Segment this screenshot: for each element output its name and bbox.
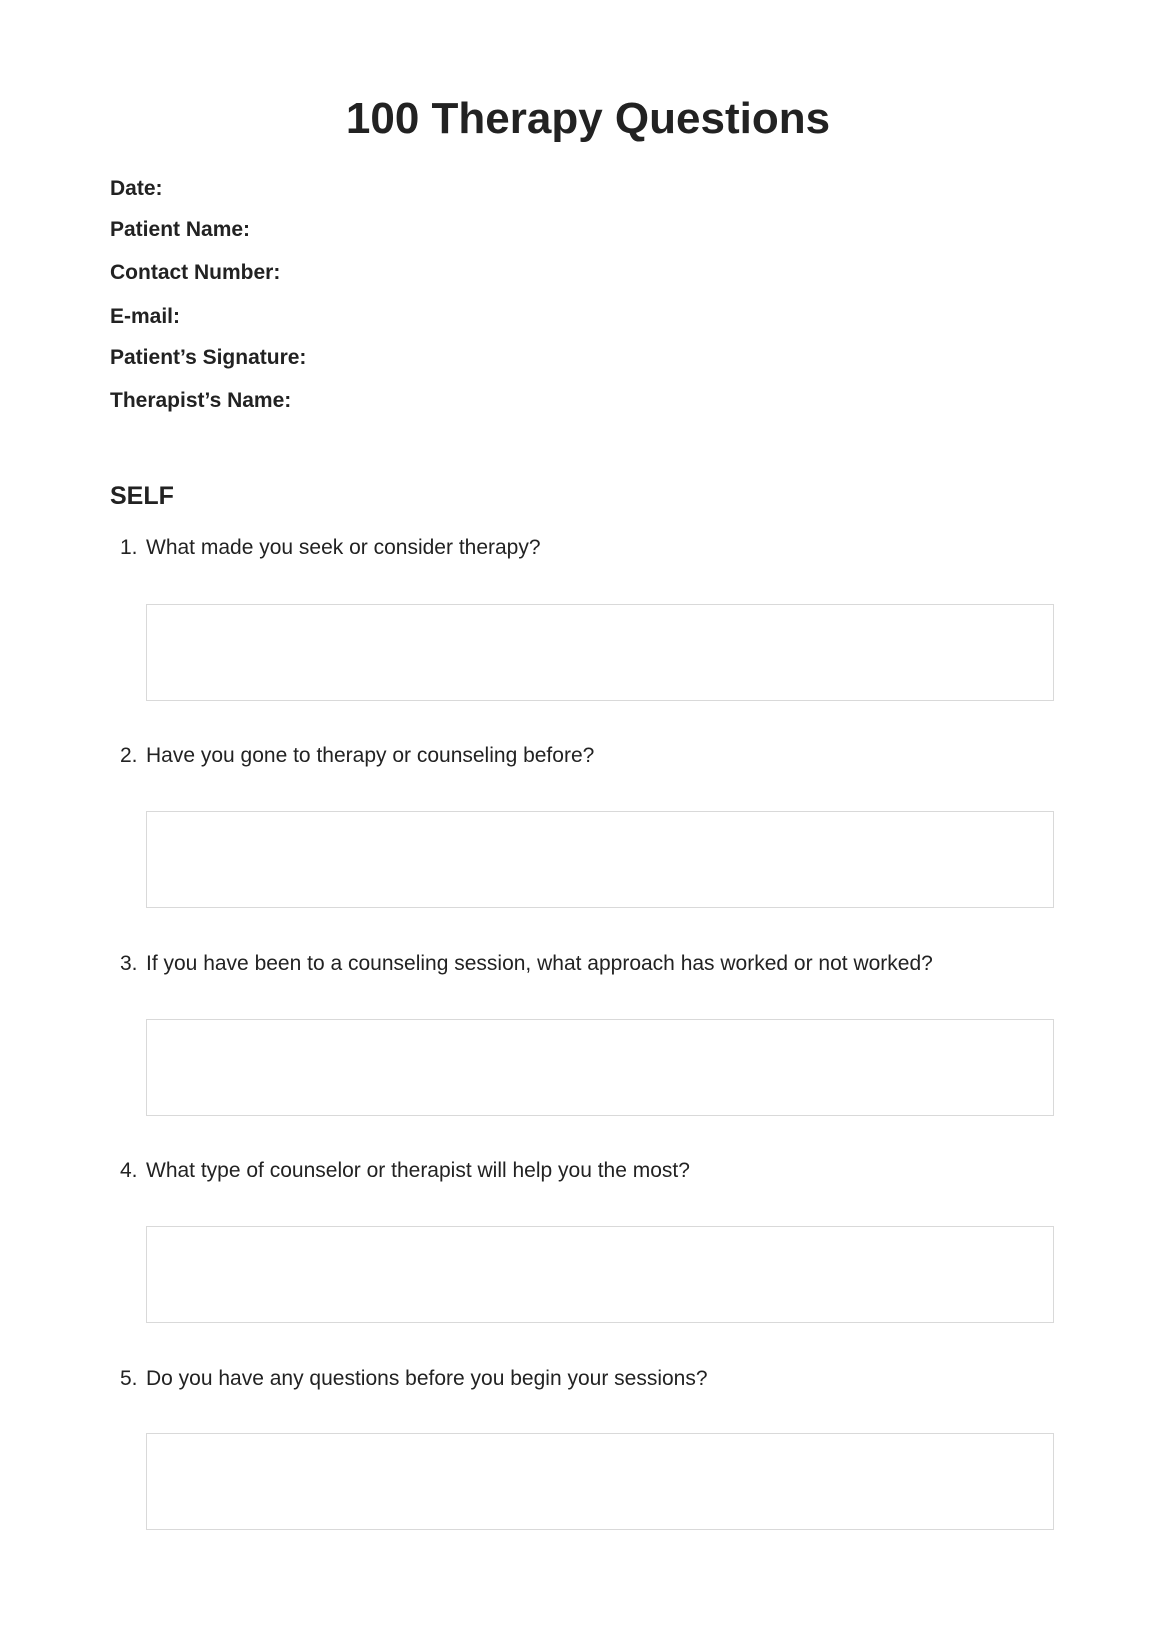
field-patient-signature: Patient’s Signature: <box>110 346 307 369</box>
field-patient-name: Patient Name: <box>110 218 251 241</box>
question-number: 5. <box>120 1367 138 1390</box>
question-text: Do you have any questions before you begin your sessions? <box>146 1367 708 1390</box>
question-number: 3. <box>120 952 138 975</box>
field-contact-number: Contact Number: <box>110 261 281 284</box>
question-2 <box>120 744 594 768</box>
answer-box-5[interactable] <box>146 1433 1054 1530</box>
question-5 <box>120 1367 708 1391</box>
field-therapist-name: Therapist’s Name: <box>110 389 292 412</box>
question-number: 4. <box>120 1159 138 1182</box>
field-date: Date: <box>110 177 163 200</box>
question-text: Have you gone to therapy or counseling before? <box>146 744 595 767</box>
answer-box-1[interactable] <box>146 604 1054 701</box>
question-3 <box>120 952 933 976</box>
question-1 <box>120 536 541 560</box>
field-email: E-mail: <box>110 305 181 328</box>
answer-box-2[interactable] <box>146 811 1054 908</box>
question-text: What made you seek or consider therapy? <box>146 536 541 559</box>
question-text: What type of counselor or therapist will help you the most? <box>146 1159 690 1182</box>
page-title: 100 Therapy Questions <box>345 94 831 143</box>
answer-box-4[interactable] <box>146 1226 1054 1323</box>
answer-box-3[interactable] <box>146 1019 1054 1116</box>
question-number: 2. <box>120 744 138 767</box>
question-4 <box>120 1159 690 1183</box>
question-text: If you have been to a counseling session, what approach has worked or not worked? <box>146 952 933 975</box>
section-heading-self: SELF <box>110 482 174 510</box>
question-number: 1. <box>120 536 138 559</box>
